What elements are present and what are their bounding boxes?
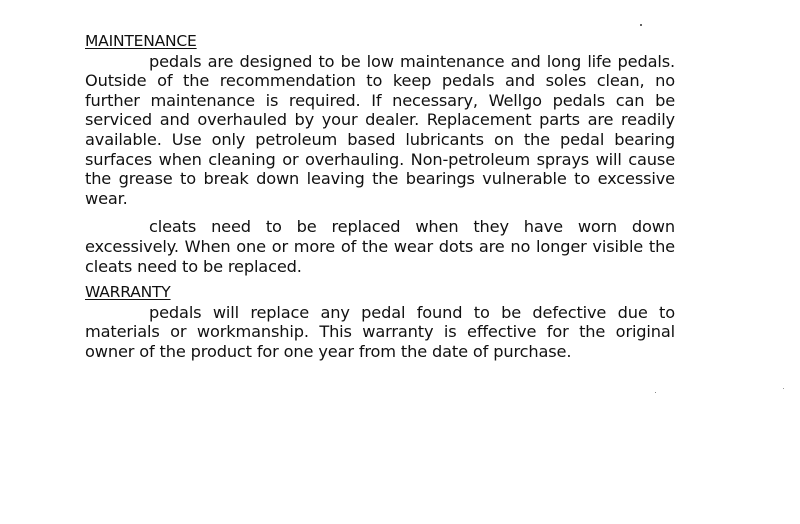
warranty-heading: WARRANTY xyxy=(85,283,171,302)
scan-speck xyxy=(783,388,784,389)
scan-speck xyxy=(640,24,642,26)
warranty-section xyxy=(85,282,675,361)
maintenance-heading: MAINTENANCE xyxy=(85,32,197,50)
maintenance-paragraph: pedals are designed to be low maintenance and long life pedals. Outside of the recommendation to keep pedals and soles clean, no further maintenance is required. If necessary, Wellgo pedals can be serviced and overhauled by your dealer. Replacement parts are readily available. Use only petroleum based lubricants on the pedal bearing surfaces when cleaning or overhauling. Non-petroleum sprays will cause the grease to break down leaving the bearings vulnerable to excessive wear. xyxy=(85,51,675,208)
cleats-paragraph: cleats need to be replaced when they have worn down excessively. When one or more of the wear dots are no longer visible the cleats need to be replaced. xyxy=(85,217,675,276)
scan-speck xyxy=(655,392,656,393)
warranty-paragraph: pedals will replace any pedal found to be defective due to materials or workmanship. This warranty is effective for the original owner of the product for one year from the date of purchase. xyxy=(85,302,675,361)
maintenance-section xyxy=(85,31,675,276)
document-page xyxy=(85,31,675,362)
